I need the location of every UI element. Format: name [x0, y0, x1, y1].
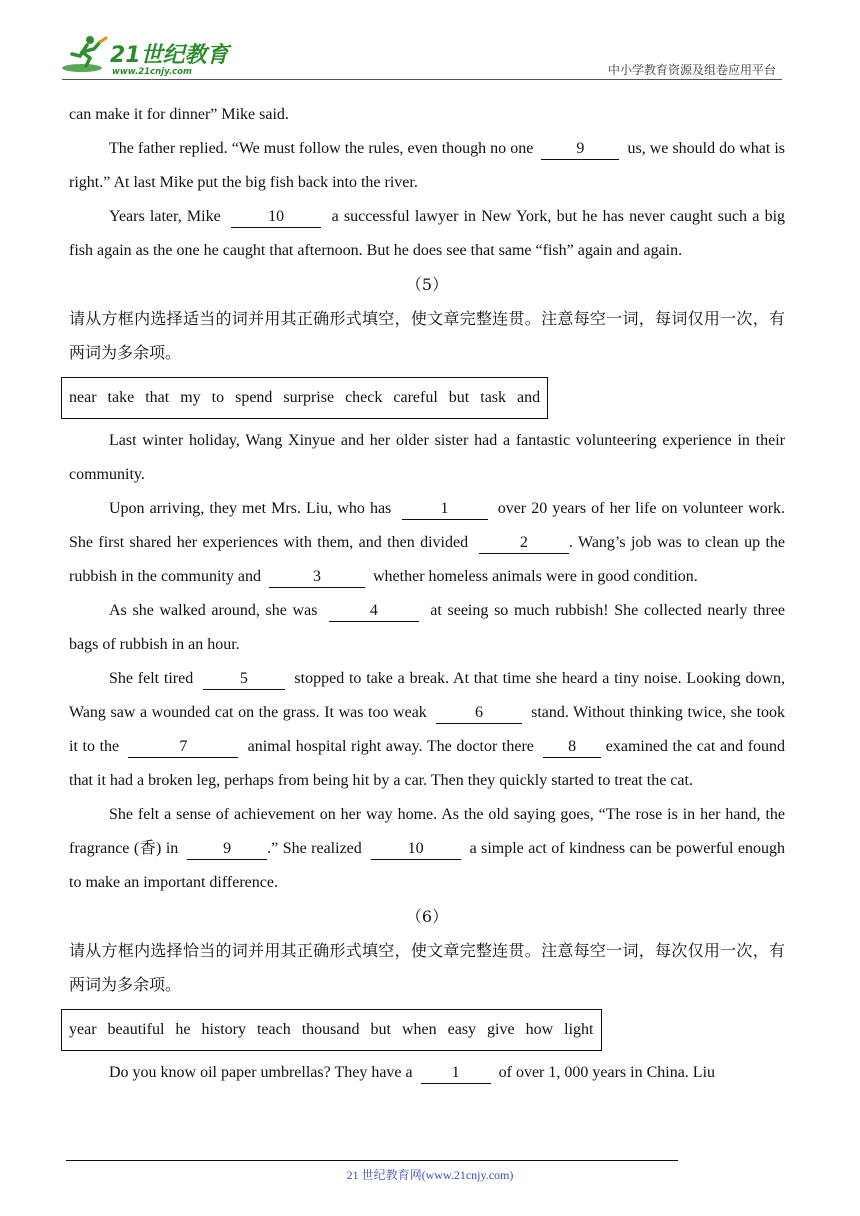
word: near [69, 389, 97, 406]
paragraph: As she walked around, she was 4 at seeing so much rubbish! She collected nearly three bags of rubbish in an hour. [69, 602, 786, 653]
blank-4[interactable]: 4 [329, 601, 419, 622]
blank-9[interactable]: 9 [541, 139, 619, 160]
blank-9[interactable]: 9 [187, 839, 267, 860]
word: task [480, 389, 507, 406]
word: thousand [301, 1021, 360, 1038]
word: that [145, 389, 170, 406]
paragraph: Do you know oil paper umbrellas? They have a 1 of over 1, 000 years in China. Liu [69, 1056, 785, 1090]
blank-5[interactable]: 5 [203, 669, 285, 690]
svg-text:21世纪教育: 21世纪教育 [110, 43, 229, 68]
word: careful [393, 389, 438, 406]
blank-10[interactable]: 10 [231, 207, 321, 228]
word: easy [447, 1021, 477, 1038]
word: beautiful [107, 1021, 165, 1038]
section-number: （5） [405, 275, 449, 294]
paragraph: She felt tired 5 stopped to take a break. At that time she heard a tiny noise. Looking down, Wang saw a wounded cat on the grass. It was too weak 6 stand. Without thinking twice, she took it to the 7 animal hospital right away. The doctor there 8 examined the cat and found that it had a broken leg, perhaps from being hit by a car. Then they quickly started to treat the cat. [69, 670, 786, 789]
word: check [345, 389, 383, 406]
word: how [525, 1021, 554, 1038]
word-bank-box [61, 1009, 602, 1051]
header-divider [62, 79, 782, 80]
footer-divider [66, 1160, 678, 1161]
paragraph: The father replied. “We must follow the rules, even though no one 9 us, we should do what is right.” At last Mike put the big fish back into the river. [69, 140, 786, 191]
word: but [448, 389, 470, 406]
header-title: 中小学教育资源及组卷应用平台 [607, 63, 776, 77]
paragraph: Last winter holiday, Wang Xinyue and her older sister had a fantastic volunteering experience in their community. [69, 432, 785, 483]
footer-text: 21 世纪教育网(www.21cnjy.com) [346, 1168, 514, 1182]
blank-10[interactable]: 10 [371, 839, 461, 860]
word: but [370, 1021, 391, 1038]
blank-1[interactable]: 1 [421, 1063, 491, 1084]
word: history [201, 1021, 246, 1038]
word: year [69, 1021, 97, 1038]
paragraph: Upon arriving, they met Mrs. Liu, who has 1 over 20 years of her life on volunteer work. She first shared her experiences with them, and then divided 2 . Wang’s job was to clean up the rubbish in the community and 3 whether homeless animals were in good condition. [69, 492, 785, 594]
word: spend [235, 389, 273, 406]
svg-text:www.21cnjy.com: www.21cnjy.com [112, 67, 192, 77]
blank-7[interactable]: 7 [128, 737, 238, 758]
runner-logo-icon [60, 32, 240, 78]
paragraph: She felt a sense of achievement on her way home. As the old saying goes, “The rose is in her hand, the fragrance (香) in 9 .” She realized 10 a simple act of kindness can be powerful enough to make an important difference. [69, 806, 786, 891]
word: my [180, 389, 201, 406]
word: surprise [283, 389, 335, 406]
instruction: 请从方框内选择适当的词并用其正确形式填空，使文章完整连贯。注意每空一词，每词仅用一次，有两词为多余项。 [69, 309, 785, 362]
blank-8[interactable]: 8 [543, 737, 601, 758]
instruction: 请从方框内选择恰当的词并用其正确形式填空，使文章完整连贯。注意每空一词，每次仅用一次，有两词为多余项。 [69, 941, 785, 994]
word: teach [256, 1021, 291, 1038]
word: and [517, 389, 541, 406]
blank-2[interactable]: 2 [479, 533, 569, 554]
word: he [175, 1021, 191, 1038]
paragraph: can make it for dinner” Mike said. [69, 106, 289, 123]
site-logo [60, 32, 240, 78]
word: when [401, 1021, 437, 1038]
document-body [69, 98, 785, 1090]
word-bank-box [61, 377, 548, 419]
blank-1[interactable]: 1 [402, 499, 488, 520]
word: light [564, 1021, 594, 1038]
section-number: （6） [405, 907, 449, 926]
word: give [487, 1021, 515, 1038]
word: take [107, 389, 135, 406]
word: to [211, 389, 225, 406]
page-header [0, 0, 860, 80]
blank-3[interactable]: 3 [269, 567, 365, 588]
paragraph: Years later, Mike 10 a successful lawyer in New York, but he has never caught such a big fish again as the one he caught that afternoon. But he does see that same “fish” again and again. [69, 208, 786, 259]
blank-6[interactable]: 6 [436, 703, 522, 724]
